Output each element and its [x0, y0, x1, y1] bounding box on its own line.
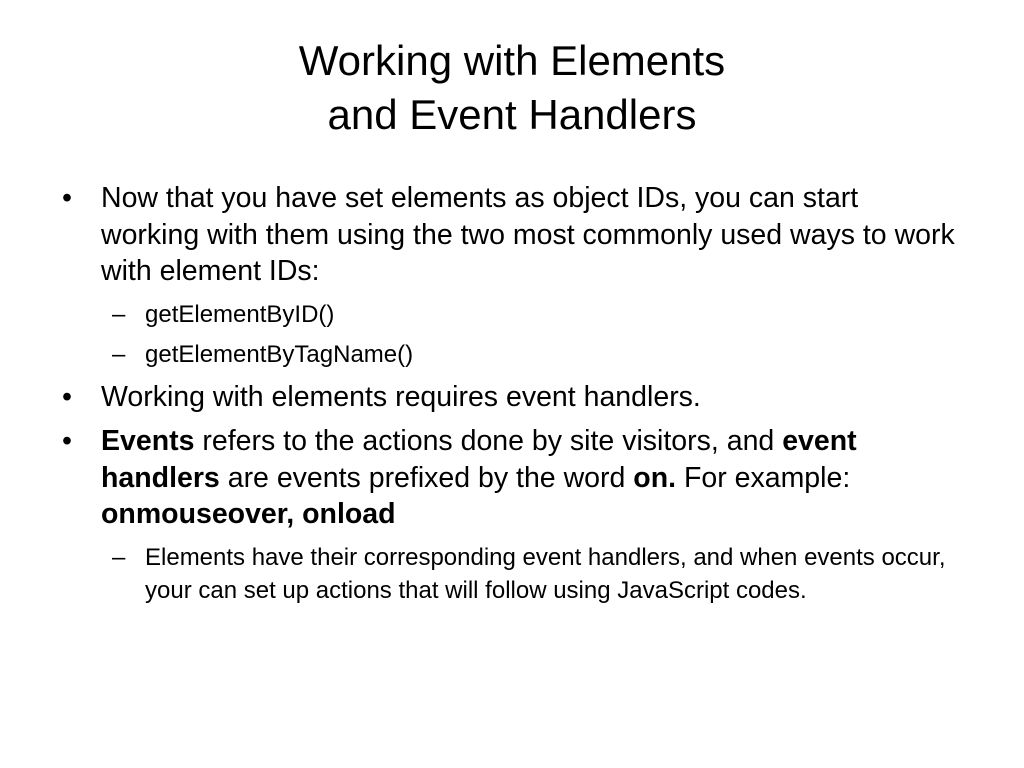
sub-item-3-text: Elements have their corresponding event handlers, and when events occur, your can set up actions that will follow using JavaScript codes.: [145, 543, 946, 604]
bullet-2-text: Working with elements requires event handlers.: [101, 380, 701, 413]
bullet-1-subitems: [62, 298, 962, 371]
term-on: on.: [633, 461, 677, 494]
bullet-icon: •: [62, 182, 72, 214]
slide-body: [62, 180, 962, 615]
slide-title: [60, 34, 964, 142]
dash-icon: –: [112, 340, 126, 368]
term-event-handlers: event handlers: [101, 425, 857, 494]
bullet-item-1: [62, 180, 962, 290]
sub-item-2-text: getElementByTagName(): [145, 340, 414, 368]
bullet-1-text: Now that you have set elements as object IDs, you can start working with them using the two most commonly used ways to work with element IDs:: [101, 182, 955, 287]
bullet-3-text: [101, 425, 857, 530]
term-examples: onmouseover, onload: [101, 498, 396, 530]
slide-title-line-2: and Event Handlers: [327, 91, 697, 138]
bullet-item-3: [62, 423, 962, 533]
sub-item-1-text: getElementByID(): [145, 300, 335, 328]
sub-item-event-handlers-note: [62, 541, 962, 607]
bullet-3-text-part-2: refers to the actions done by site visitors, and: [194, 425, 783, 457]
bullet-icon: •: [62, 380, 72, 413]
bullet-3-text-part-6: For example:: [676, 461, 851, 494]
dash-icon: –: [112, 543, 126, 571]
term-events: Events: [101, 425, 195, 457]
bullet-item-2: [62, 379, 962, 416]
bullet-3-subitems: [62, 541, 962, 607]
sub-item-getelementbytagname: [62, 338, 962, 371]
sub-item-getelementbyid: [62, 298, 962, 331]
bullet-icon: •: [62, 425, 72, 457]
slide-title-line-1: Working with Elements: [298, 37, 726, 84]
bullet-3-text-part-4: are events prefixed by the word: [219, 461, 634, 494]
dash-icon: –: [112, 300, 126, 328]
